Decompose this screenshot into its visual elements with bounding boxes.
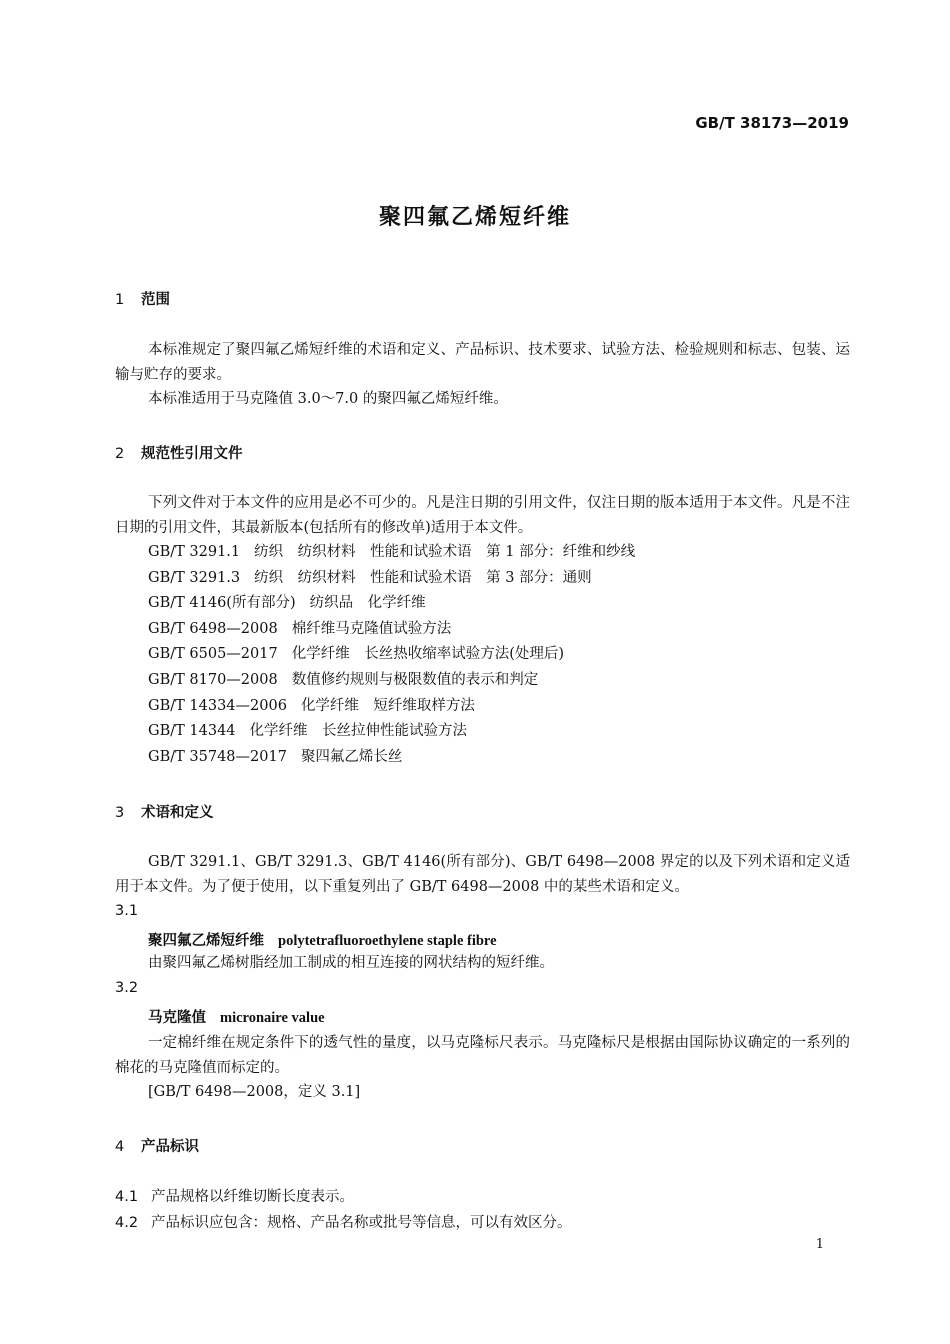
section-title: 术语和定义 bbox=[141, 805, 214, 821]
reference-title: 纺织 纺织材料 性能和试验术语 第 3 部分：通则 bbox=[254, 570, 592, 586]
term-number: 3.2 bbox=[115, 980, 139, 996]
terms-intro: GB/T 3291.1、GB/T 3291.3、GB/T 4146(所有部分)、GB/T 6498—2008 界定的以及下列术语和定义适用于本文件。为了便于使用，以下重复列出了 GB/T 6498—2008 中的某些术语和定义。 bbox=[115, 854, 850, 895]
reference-code: GB/T 14344 bbox=[148, 723, 236, 739]
reference-code: GB/T 3291.3 bbox=[148, 570, 241, 586]
scope-paragraph-1: 本标准规定了聚四氟乙烯短纤维的术语和定义、产品标识、技术要求、试验方法、检验规则和标志、包装、运输与贮存的要求。 bbox=[115, 342, 850, 383]
reference-code: GB/T 3291.1 bbox=[148, 544, 241, 560]
section-number: 1 bbox=[115, 292, 125, 308]
clause-4-1 bbox=[115, 1185, 354, 1206]
reference-title: 化学纤维 短纤维取样方法 bbox=[300, 698, 475, 714]
term-source: [GB/T 6498—2008，定义 3.1] bbox=[148, 1084, 361, 1100]
scope-paragraph-2: 本标准适用于马克隆值 3.0～7.0 的聚四氟乙烯短纤维。 bbox=[148, 391, 508, 407]
reference-title: 聚四氟乙烯长丝 bbox=[300, 749, 403, 765]
clause-number: 4.1 bbox=[115, 1189, 139, 1205]
reference-item bbox=[148, 748, 402, 766]
term-number: 3.1 bbox=[115, 903, 139, 919]
reference-item bbox=[148, 543, 635, 561]
reference-code: GB/T 35748—2017 bbox=[148, 749, 287, 765]
term-cn: 聚四氟乙烯短纤维 bbox=[148, 932, 264, 949]
reference-code: GB/T 8170—2008 bbox=[148, 672, 278, 688]
term-heading bbox=[148, 1006, 325, 1027]
reference-item bbox=[148, 620, 451, 638]
reference-code: GB/T 4146(所有部分) bbox=[148, 595, 296, 611]
term-en: polytetrafluoroethylene staple fibre bbox=[278, 933, 497, 949]
section-title: 规范性引用文件 bbox=[141, 446, 243, 462]
term-definition: 由聚四氟乙烯树脂经加工制成的相互连接的网状结构的短纤维。 bbox=[148, 955, 554, 971]
standard-code: GB/T 38173—2019 bbox=[695, 114, 849, 132]
section-number: 3 bbox=[115, 805, 125, 821]
section-1-heading bbox=[115, 288, 170, 309]
reference-item bbox=[148, 645, 564, 663]
clause-text: 产品标识应包含：规格、产品名称或批号等信息，可以有效区分。 bbox=[151, 1215, 572, 1231]
reference-item bbox=[148, 671, 538, 689]
reference-title: 纺织 纺织材料 性能和试验术语 第 1 部分：纤维和纱线 bbox=[254, 544, 636, 560]
reference-item bbox=[148, 722, 467, 740]
term-definition: 一定棉纤维在规定条件下的透气性的量度，以马克隆标尺表示。马克隆标尺是根据由国际协议确定的一系列的棉花的马克隆值而标定的。 bbox=[115, 1035, 850, 1076]
section-number: 4 bbox=[115, 1139, 125, 1155]
reference-title: 数值修约规则与极限数值的表示和判定 bbox=[291, 672, 539, 688]
document-title: 聚四氟乙烯短纤维 bbox=[378, 205, 571, 230]
section-number: 2 bbox=[115, 446, 125, 462]
reference-title: 化学纤维 长丝拉伸性能试验方法 bbox=[249, 723, 468, 739]
reference-title: 纺织品 化学纤维 bbox=[309, 595, 426, 611]
reference-title: 棉纤维马克隆值试验方法 bbox=[291, 621, 452, 637]
reference-item bbox=[148, 569, 592, 587]
reference-code: GB/T 14334—2006 bbox=[148, 698, 287, 714]
reference-code: GB/T 6505—2017 bbox=[148, 646, 278, 662]
section-2-heading bbox=[115, 442, 243, 463]
term-cn: 马克隆值 bbox=[148, 1009, 206, 1026]
reference-code: GB/T 6498—2008 bbox=[148, 621, 278, 637]
clause-4-2 bbox=[115, 1211, 572, 1232]
clause-text: 产品规格以纤维切断长度表示。 bbox=[151, 1189, 354, 1205]
term-heading bbox=[148, 929, 497, 950]
normative-intro: 下列文件对于本文件的应用是必不可少的。凡是注日期的引用文件，仅注日期的版本适用于本文件。凡是不注日期的引用文件，其最新版本(包括所有的修改单)适用于本文件。 bbox=[115, 495, 850, 536]
reference-item bbox=[148, 697, 475, 715]
section-title: 范围 bbox=[141, 292, 170, 308]
page-number: 1 bbox=[815, 1237, 824, 1252]
section-title: 产品标识 bbox=[141, 1139, 199, 1155]
term-en: micronaire value bbox=[220, 1010, 325, 1026]
reference-item bbox=[148, 594, 426, 612]
section-4-heading bbox=[115, 1135, 199, 1156]
section-3-heading bbox=[115, 801, 214, 822]
clause-number: 4.2 bbox=[115, 1215, 139, 1231]
reference-title: 化学纤维 长丝热收缩率试验方法(处理后) bbox=[291, 646, 565, 662]
